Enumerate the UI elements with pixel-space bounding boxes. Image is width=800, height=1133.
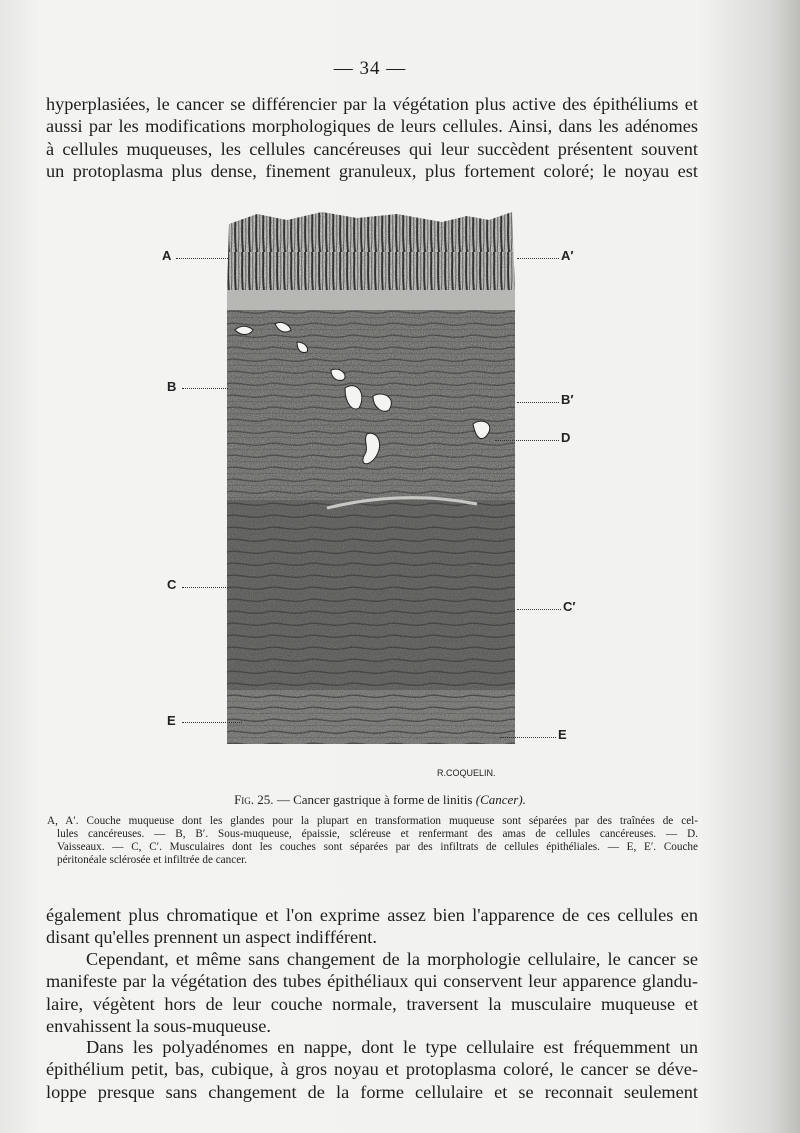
leader-line xyxy=(182,388,228,389)
text-line: épithélium petit, bas, cubique, à gros noyau et protoplasma coloré, le cancer se déve- xyxy=(46,1059,698,1080)
figure-caption xyxy=(0,792,760,808)
text-line: un protoplasma plus dense, finement granuleux, plus fortement coloré; le noyau est xyxy=(46,161,698,182)
label-e-prime: E xyxy=(558,727,567,742)
text-line: Cependant, et même sans changement de la morphologie cellulaire, le cancer se xyxy=(86,949,698,969)
leader-line xyxy=(182,722,242,723)
label-c: C xyxy=(167,577,177,592)
text-line: à cellules muqueuses, les cellules cancéreuses qui leur succèdent présentent souvent xyxy=(46,138,698,159)
legend-line: péritonéale sclérosée et infiltrée de cancer. xyxy=(57,854,248,866)
caption-title: — Cancer gastrique à forme de linitis xyxy=(276,792,473,807)
legend-line: A, A′. Couche muqueuse dont les glandes pour la plupart en transformation muqueuse sont séparées par des traînées de cel- xyxy=(47,815,698,827)
text-line: hyperplasiées, le cancer se différencier par la végétation plus active des épithéliums et xyxy=(46,94,698,114)
text-line: disant qu'elles prennent un aspect indifférent. xyxy=(46,927,377,948)
leader-line xyxy=(517,258,559,259)
label-e: E xyxy=(167,713,176,728)
illustrator-signature: R.COQUELIN. xyxy=(437,768,496,778)
text-line: Dans les polyadénomes en nappe, dont le type cellulaire est fréquemment un xyxy=(86,1037,698,1057)
label-b: B xyxy=(167,379,177,394)
paragraph-a xyxy=(46,904,698,949)
leader-line xyxy=(182,587,228,588)
text-line: laire, végètent hors de leur couche normale, traversent la musculaire muqueuse et xyxy=(46,993,698,1014)
leader-line xyxy=(176,258,228,259)
figure-legend xyxy=(47,815,698,867)
text-line: loppe presque sans changement de la forme cellulaire et se reconnait seulement xyxy=(46,1081,698,1102)
label-a: A xyxy=(162,248,172,263)
legend-line: Vaisseaux. — C, C′. Musculaires dont les couches sont séparées par des infiltrats de cellules épithéliales. — E, E′. Couche xyxy=(57,841,698,853)
leader-line xyxy=(517,609,561,610)
page-number: — 34 — xyxy=(333,58,407,79)
legend-line: lules cancéreuses. — B, B′. Sous-muqueuse, épaissie, scléreuse et renfermant des amas de cellules cancéreuses. — D. xyxy=(57,828,698,840)
histology-plate-illustration xyxy=(227,212,517,780)
label-a-prime: A′ xyxy=(561,248,574,263)
text-line: également plus chromatique et l'on exprime assez bien l'apparence de ces cellules en xyxy=(46,905,698,925)
paragraph-c xyxy=(46,1036,698,1103)
paragraph-b xyxy=(46,948,698,1038)
leader-line xyxy=(495,440,559,441)
figure-number: Fig. 25. xyxy=(234,792,274,807)
label-d: D xyxy=(561,430,571,445)
text-line: envahissent la sous-muqueuse. xyxy=(46,1016,271,1037)
label-b-prime: B′ xyxy=(561,392,574,407)
leader-line xyxy=(517,402,559,403)
text-line: manifeste par la végétation des tubes épithéliaux qui conservent leur apparence glandu- xyxy=(46,971,698,992)
caption-italic: (Cancer). xyxy=(475,792,526,807)
leader-line xyxy=(500,737,556,738)
label-c-prime: C′ xyxy=(563,599,576,614)
text-line: aussi par les modifications morphologiques de leurs cellules. Ainsi, dans les adénomes xyxy=(46,116,698,137)
